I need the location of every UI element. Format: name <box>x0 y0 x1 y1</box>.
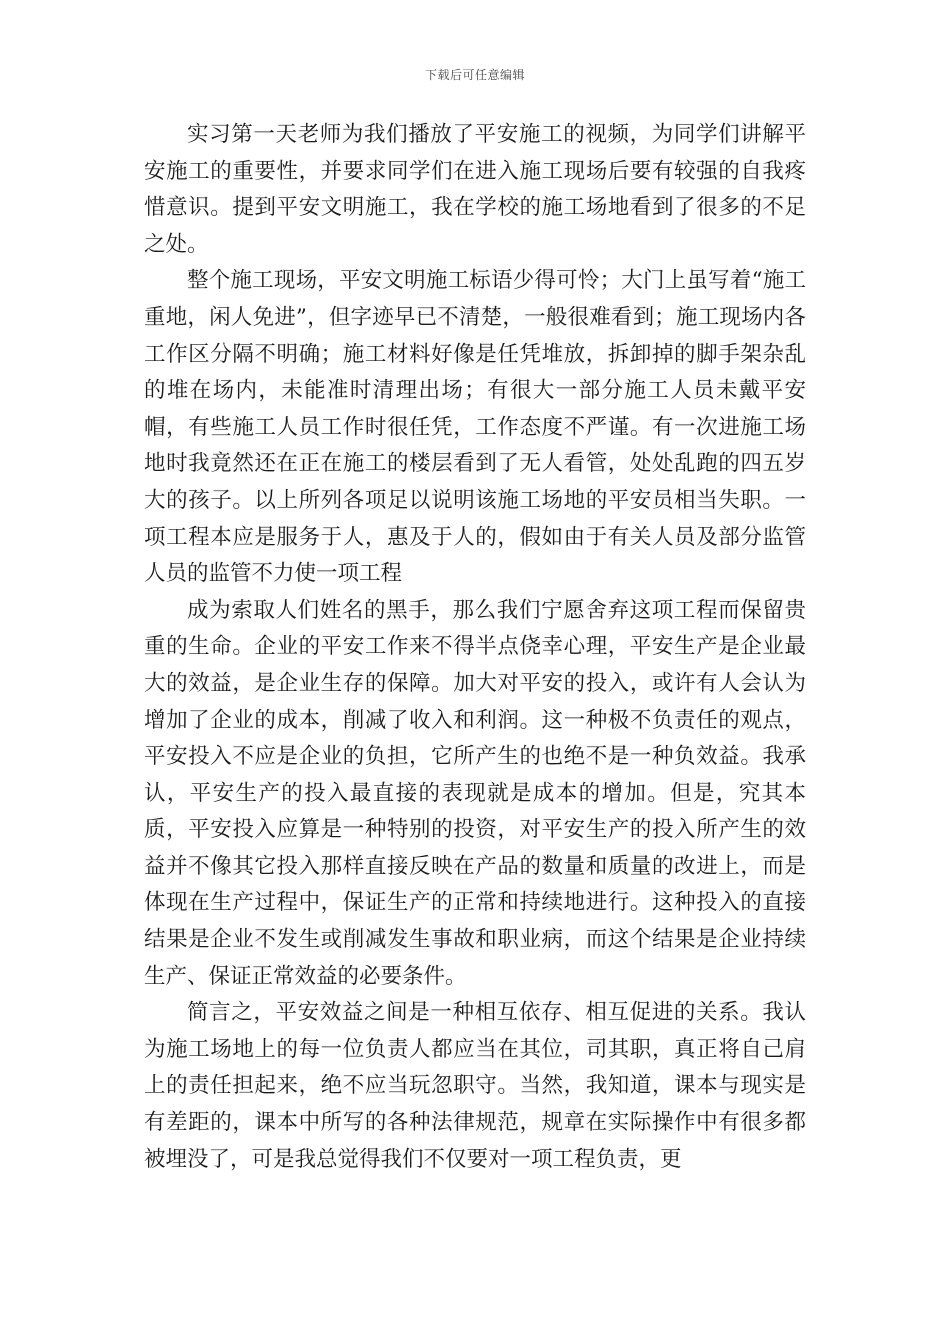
paragraph-2: 整个施工现场，平安文明施工标语少得可怜；大门上虽写着“施工重地，闲人免进”，但字迹早已不清楚，一般很难看到；施工现场内各工作区分隔不明确；施工材料好像是任凭堆放，拆卸掉的脚手架杂乱的堆在场内，未能准时清理出场；有很大一部分施工人员未戴平安帽，有些施工人员工作时很任凭，工作态度不严谨。有一次进施工场地时我竟然还在正在施工的楼层看到了无人看管，处处乱跑的四五岁大的孩子。以上所列各项足以说明该施工场地的平安员相当失职。一项工程本应是服务于人，惠及于人的，假如由于有关人员及部分监管人员的监管不力使一项工程 <box>144 268 806 587</box>
paragraph-1: 实习第一天老师为我们播放了平安施工的视频，为同学们讲解平安施工的重要性，并要求同学们在进入施工现场后要有较强的自我疼惜意识。提到平安文明施工，我在学校的施工场地看到了很多的不足之处。 <box>144 122 806 257</box>
document-body <box>144 117 806 1178</box>
paragraph-4: 简言之，平安效益之间是一种相互依存、相互促进的关系。我认为施工场地上的每一位负责人都应当在其位，司其职，真正将自己肩上的责任担起来，绝不应当玩忽职守。当然，我知道，课本与现实是有差距的，课本中所写的各种法律规范，规章在实际操作中有很多都被埋没了，可是我总觉得我们不仅要对一项工程负责，更 <box>144 1000 806 1172</box>
page-header: 下载后可任意编辑 <box>424 68 525 82</box>
paragraph-3: 成为索取人们姓名的黑手，那么我们宁愿舍弃这项工程而保留贵重的生命。企业的平安工作来不得半点侥幸心理，平安生产是企业最大的效益，是企业生存的保障。加大对平安的投入，或许有人会认为增加了企业的成本，削减了收入和利润。这一种极不负责任的观点，平安投入不应是企业的负担，它所产生的也绝不是一种负效益。我承认，平安生产的投入最直接的表现就是成本的增加。但是，究其本质，平安投入应算是一种特别的投资，对平安生产的投入所产生的效益并不像其它投入那样直接反映在产品的数量和质量的改进上，而是体现在生产过程中，保证生产的正常和持续地进行。这种投入的直接结果是企业不发生或削减发生事故和职业病，而这个结果是企业持续生产、保证正常效益的必要条件。 <box>144 597 806 989</box>
